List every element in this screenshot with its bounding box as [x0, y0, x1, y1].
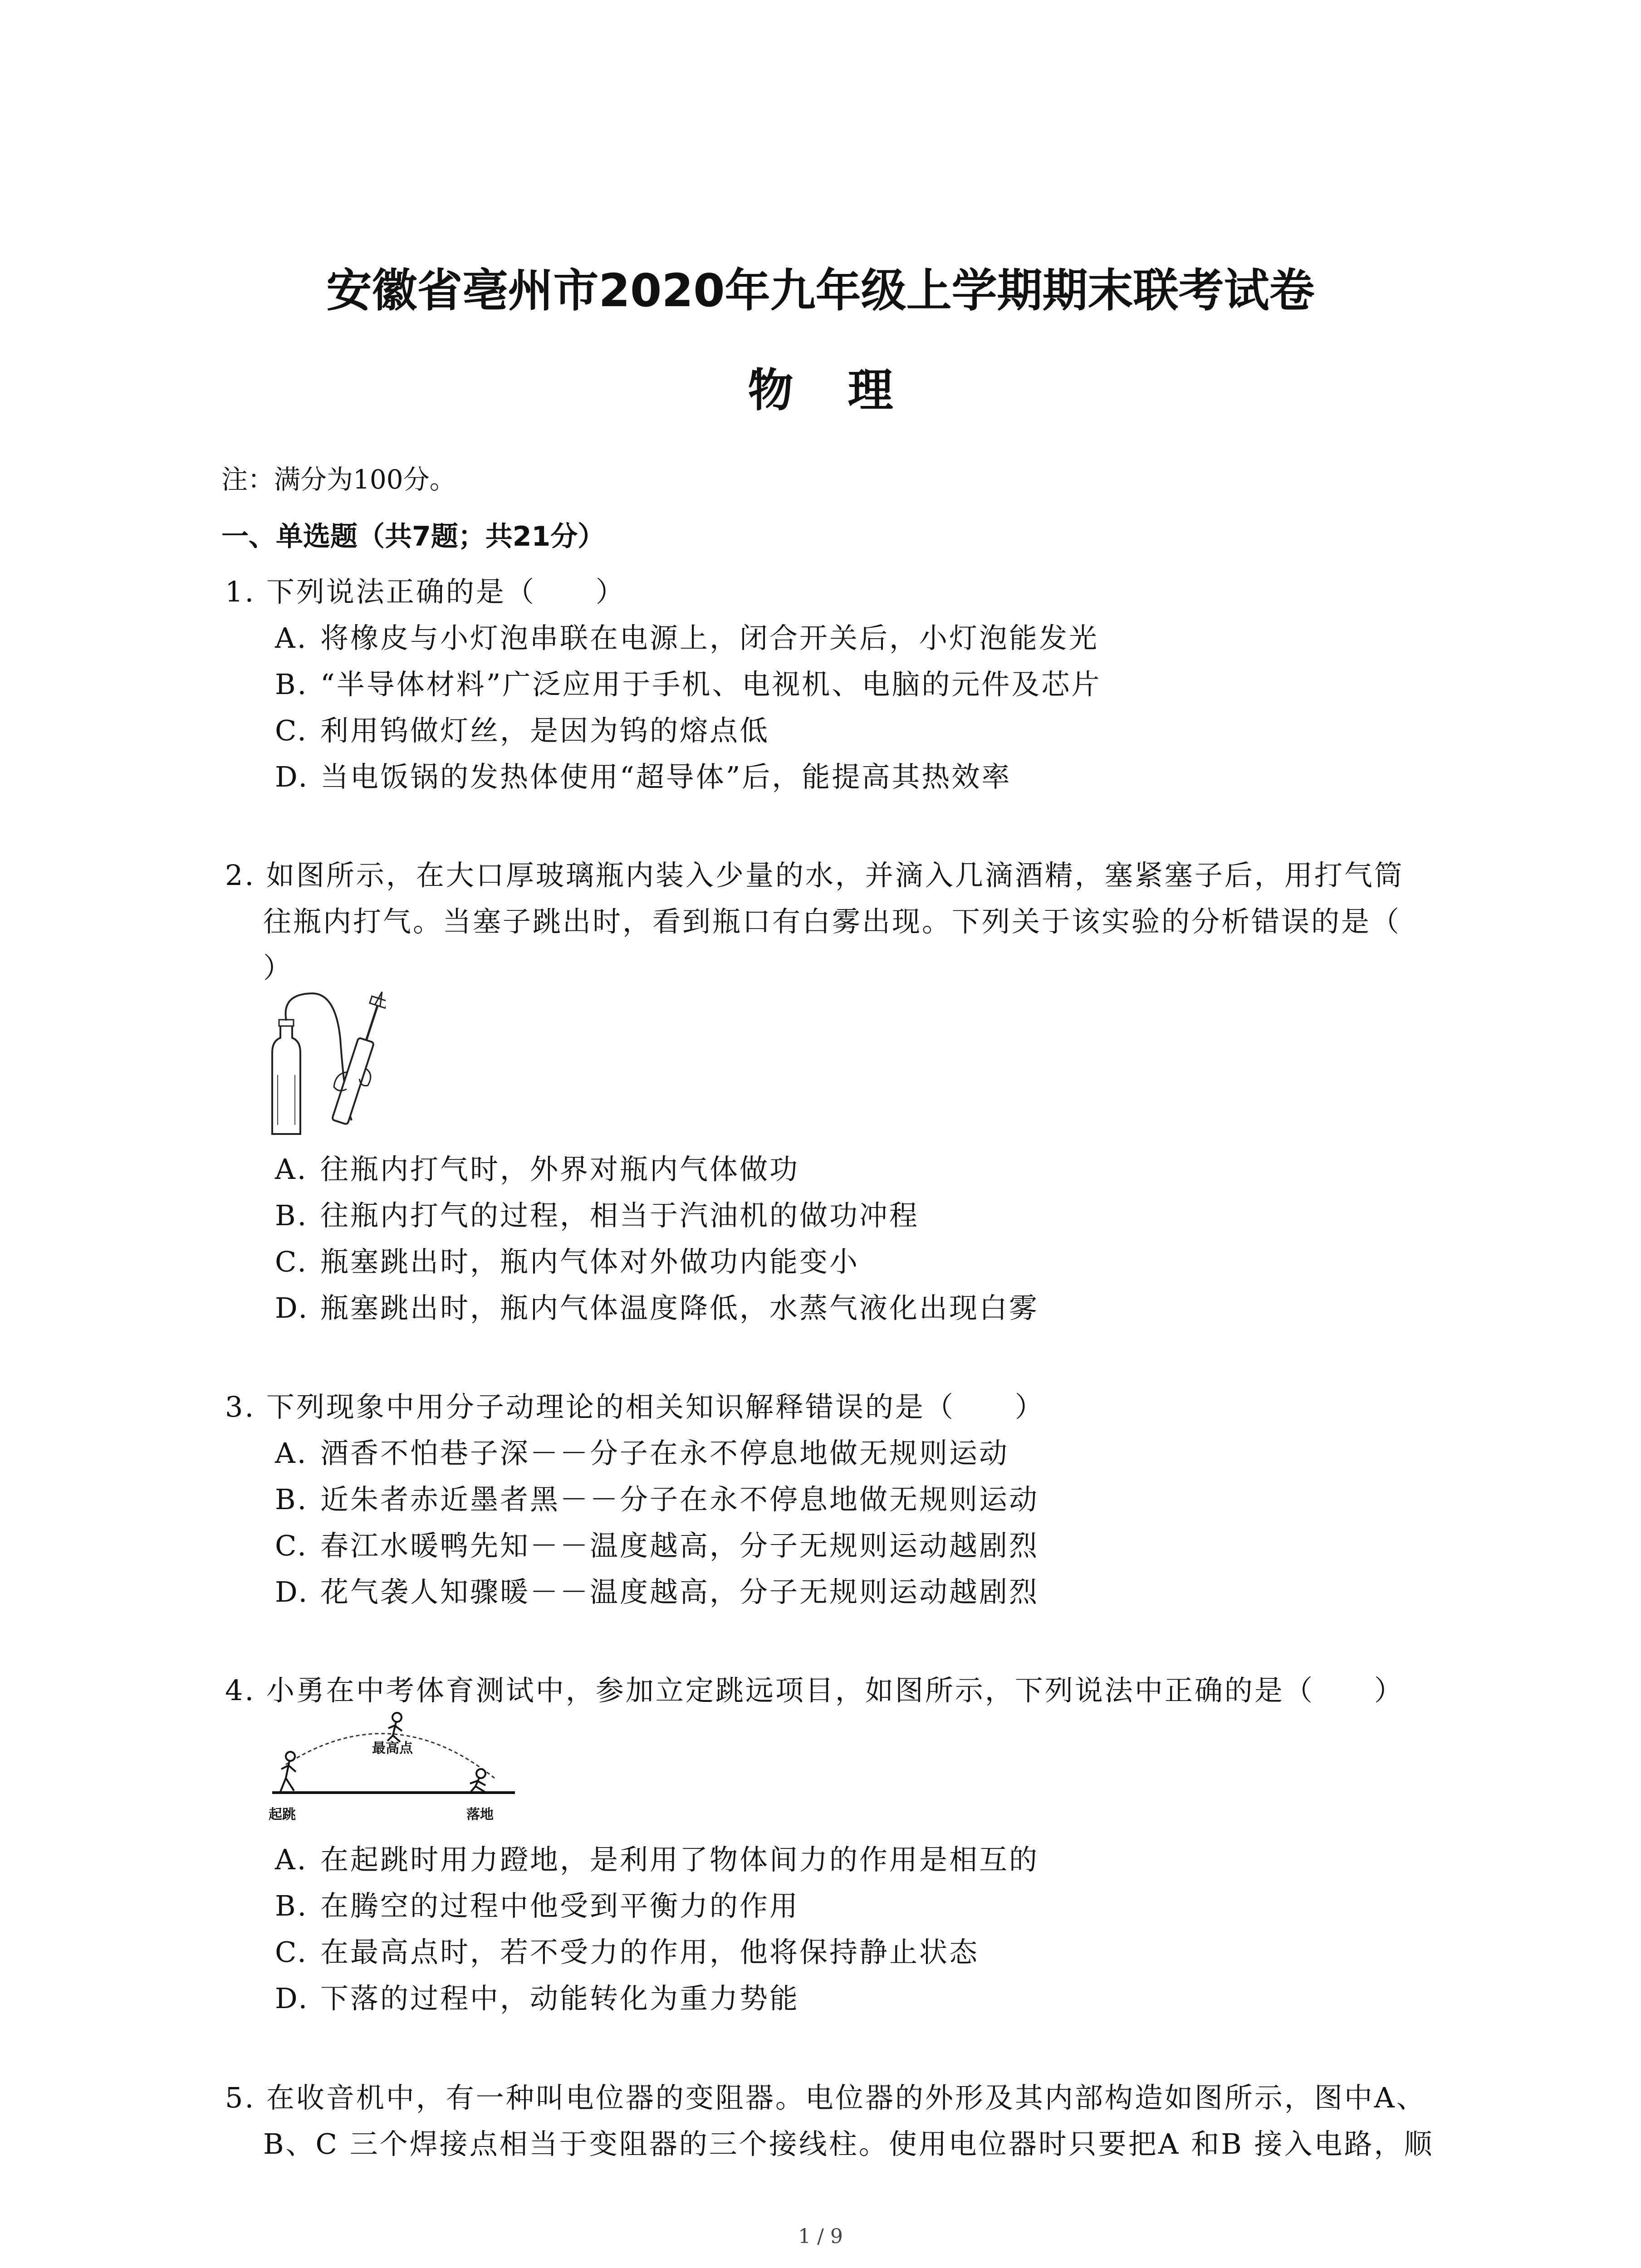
option-text: “半导体材料”广泛应用于手机、电视机、电脑的元件及芯片 [320, 668, 1102, 701]
option-label: C. [275, 1245, 308, 1278]
question-2-stem-line-2: 往瓶内打气。当塞子跳出时，看到瓶口有白雾出现。下列关于该实验的分析错误的是（ [263, 905, 1401, 938]
question-1-option-a[interactable] [275, 616, 1099, 656]
question-3-stem: 3. 下列现象中用分子动理论的相关知识解释错误的是（ ） [225, 1390, 1045, 1423]
question-4-option-b[interactable] [275, 1883, 799, 1924]
option-text: 近朱者赤近墨者黑－－分子在永不停息地做无规则运动 [320, 1483, 1039, 1516]
page-number: 1 / 9 [798, 2225, 843, 2248]
section-heading: 一、单选题（共7题；共21分） [221, 521, 605, 552]
option-label: D. [275, 1982, 309, 2015]
question-2-option-b[interactable] [275, 1193, 919, 1233]
question-4-option-a[interactable] [275, 1837, 1039, 1877]
option-text: 在最高点时，若不受力的作用，他将保持静止状态 [320, 1936, 980, 1969]
option-label: D. [275, 1575, 309, 1608]
exam-title: 安徽省亳州市2020年九年级上学期期末联考试卷 [326, 264, 1315, 317]
option-label: C. [275, 1936, 308, 1969]
option-label: D. [275, 760, 309, 793]
option-label: B. [275, 1889, 309, 1922]
question-2-stem-line-3: ） [263, 951, 294, 984]
question-5-stem-line-1: 5. 在收音机中，有一种叫电位器的变阻器。电位器的外形及其内部构造如图所示，图中A、 [225, 2081, 1426, 2114]
question-3-option-a[interactable] [275, 1431, 1009, 1471]
question-5-stem-line-2: B、C 三个焊接点相当于变阻器的三个接线柱。使用电位器时只要把A 和B 接入电路，顺 [263, 2127, 1434, 2160]
option-label: D. [275, 1291, 309, 1325]
option-label: B. [275, 668, 309, 701]
question-2-option-c[interactable] [275, 1239, 859, 1280]
option-text: 瓶塞跳出时，瓶内气体温度降低，水蒸气液化出现白雾 [320, 1291, 1039, 1325]
option-text: 往瓶内打气时，外界对瓶内气体做功 [320, 1153, 800, 1186]
figure-label-end: 落地 [466, 1807, 494, 1823]
question-2-option-d[interactable] [275, 1286, 1039, 1326]
option-label: A. [275, 621, 308, 655]
option-text: 将橡皮与小灯泡串联在电源上，闭合开关后，小灯泡能发光 [320, 621, 1099, 655]
question-3-option-c[interactable] [275, 1523, 1039, 1564]
question-4-option-c[interactable] [275, 1930, 979, 1970]
option-text: 往瓶内打气的过程，相当于汽油机的做功冲程 [320, 1199, 920, 1232]
option-text: 花气袭人知骤暖－－温度越高，分子无规则运动越剧烈 [320, 1575, 1039, 1608]
question-4-option-d[interactable] [275, 1976, 799, 2016]
figure-label-start: 起跳 [269, 1807, 296, 1823]
option-label: B. [275, 1483, 309, 1516]
question-3-option-b[interactable] [275, 1477, 1039, 1517]
option-text: 利用钨做灯丝，是因为钨的熔点低 [320, 714, 770, 747]
question-2-option-a[interactable] [275, 1147, 799, 1187]
option-label: C. [275, 714, 308, 747]
option-text: 春江水暖鸭先知－－温度越高，分子无规则运动越剧烈 [320, 1529, 1039, 1562]
option-label: C. [275, 1529, 308, 1562]
long-jump-figure [268, 1706, 522, 1828]
option-label: B. [275, 1199, 309, 1232]
question-4-stem: 4. 小勇在中考体育测试中，参加立定跳远项目，如图所示，下列说法中正确的是（ ） [225, 1674, 1404, 1707]
option-label: A. [275, 1437, 308, 1470]
question-1-option-c[interactable] [275, 708, 769, 748]
option-text: 下落的过程中，动能转化为重力势能 [320, 1982, 800, 2015]
option-text: 瓶塞跳出时，瓶内气体对外做功内能变小 [320, 1245, 860, 1278]
question-1-stem: 1. 下列说法正确的是（ ） [225, 575, 626, 608]
option-text: 在起跳时用力蹬地，是利用了物体间力的作用是相互的 [320, 1843, 1039, 1876]
figure-label-top: 最高点 [372, 1740, 413, 1756]
subject-title: 物理 [748, 364, 948, 417]
question-1-option-d[interactable] [275, 754, 1011, 795]
bottle-pump-figure [254, 984, 386, 1139]
option-label: A. [275, 1843, 308, 1876]
option-label: A. [275, 1153, 308, 1186]
question-2-stem-line-1: 2. 如图所示，在大口厚玻璃瓶内装入少量的水，并滴入几滴酒精，塞紧塞子后，用打气筒 [225, 859, 1404, 892]
question-1-option-b[interactable] [275, 662, 1101, 702]
option-text: 酒香不怕巷子深－－分子在永不停息地做无规则运动 [320, 1437, 1009, 1470]
score-note: 注：满分为100分。 [221, 464, 456, 495]
question-3-option-d[interactable] [275, 1569, 1039, 1610]
option-text: 在腾空的过程中他受到平衡力的作用 [320, 1889, 800, 1922]
option-text: 当电饭锅的发热体使用“超导体”后，能提高其热效率 [320, 760, 1012, 793]
